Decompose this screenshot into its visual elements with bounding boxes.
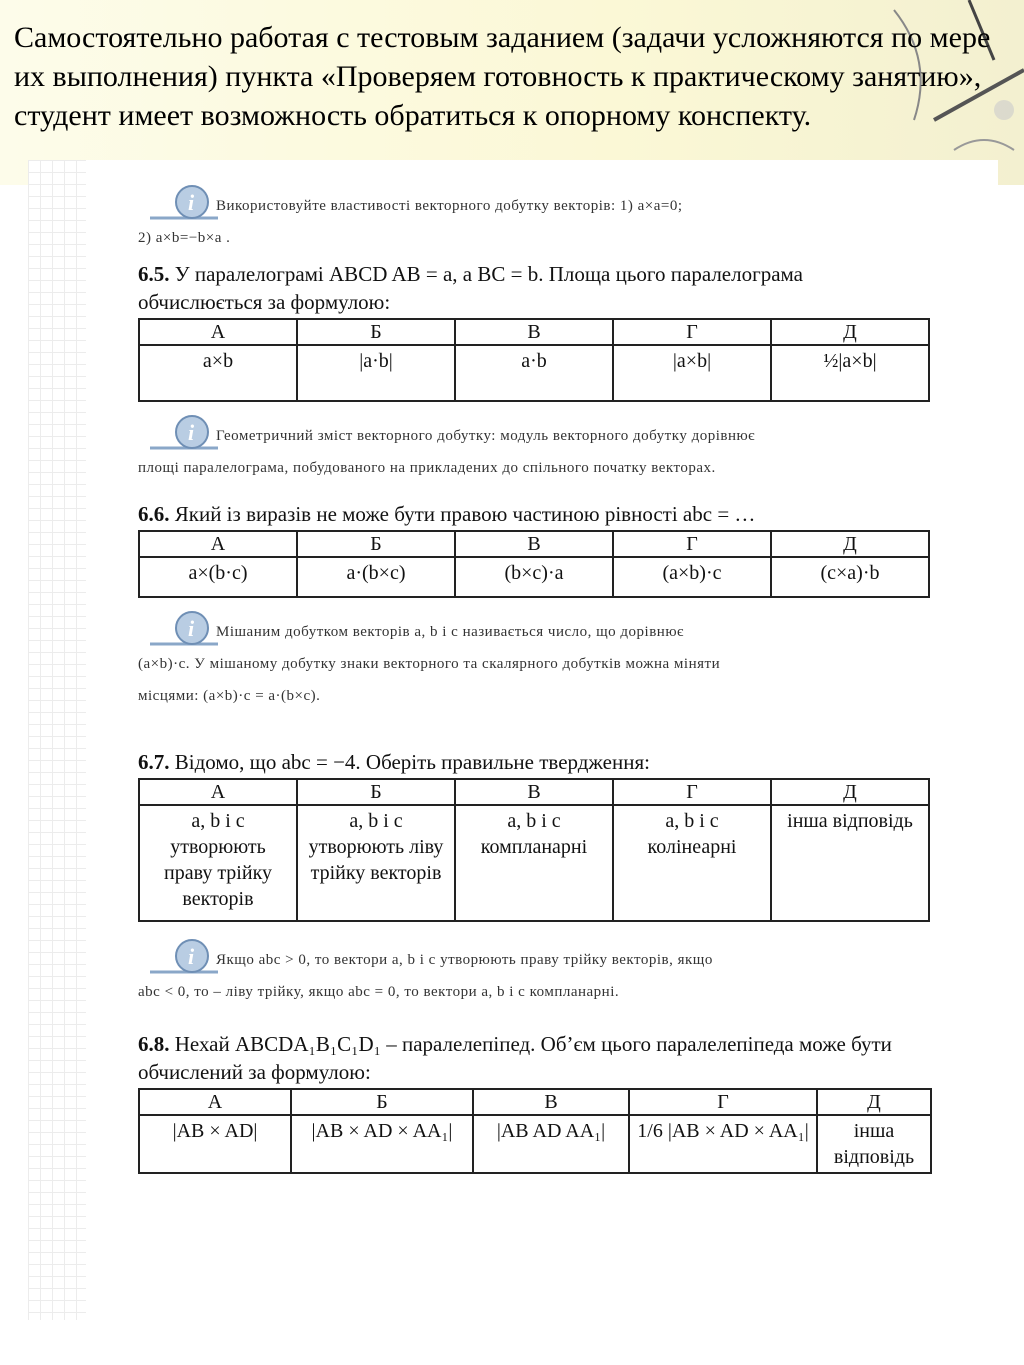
option-d[interactable]: ½|a×b|	[771, 345, 929, 401]
header-v: В	[455, 779, 613, 805]
option-b[interactable]: a·(b×c)	[297, 557, 455, 597]
option-d-text: інша відповідь	[787, 810, 913, 832]
header-g: Г	[629, 1089, 817, 1115]
header-b: Б	[291, 1089, 473, 1115]
task-6-5	[138, 260, 930, 402]
header-a: А	[139, 1089, 291, 1115]
header-v: В	[473, 1089, 629, 1115]
note-1-line-2: 2) a×b=−b×a .	[138, 230, 231, 246]
note-4-line-2: abc < 0, то – ліву трійку, якщо abc = 0, то вектори a, b і c компланарні.	[138, 984, 620, 1000]
test-content	[138, 190, 930, 1174]
info-icon	[148, 184, 220, 224]
header-d: Д	[771, 779, 929, 805]
option-b-text: утворюють ліву трійку векторів	[308, 836, 444, 884]
option-b[interactable]	[297, 805, 455, 921]
task-6-7-number: 6.7.	[138, 750, 170, 774]
header-b: Б	[297, 319, 455, 345]
answer-table-6-8	[138, 1088, 932, 1174]
header-b: Б	[297, 531, 455, 557]
task-6-7-text: Відомо, що abc = −4. Оберіть правильне твердження:	[174, 750, 650, 774]
header-g: Г	[613, 319, 771, 345]
note-3-line-1: Мішаним добутком векторів a, b і c називається число, що дорівнює	[216, 624, 684, 640]
option-v[interactable]: a·b	[455, 345, 613, 401]
task-6-7	[138, 748, 930, 922]
task-6-8-number: 6.8.	[138, 1032, 170, 1056]
header-v: В	[455, 319, 613, 345]
info-icon	[148, 938, 220, 978]
header-a: А	[139, 531, 297, 557]
option-a[interactable]	[139, 805, 297, 921]
option-g[interactable]: |a×b|	[613, 345, 771, 401]
option-g-vectors: a, b і c	[665, 810, 719, 832]
task-6-6	[138, 500, 930, 598]
info-note-2	[138, 420, 930, 484]
option-g[interactable]	[613, 805, 771, 921]
note-1-line-1: Використовуйте властивості векторного добутку векторів: 1) a×a=0;	[216, 198, 683, 214]
header-g: Г	[613, 531, 771, 557]
option-d[interactable]: інша відповідь	[817, 1115, 931, 1173]
option-b[interactable]: |AB × AD × AA₁|	[291, 1115, 473, 1173]
answer-table-6-5	[138, 318, 930, 402]
header-a: А	[139, 319, 297, 345]
note-2-line-2: площі паралелограма, побудованого на прикладених до спільного початку векторах.	[138, 460, 716, 476]
option-g[interactable]: (a×b)·c	[613, 557, 771, 597]
option-d[interactable]	[771, 805, 929, 921]
option-d[interactable]: (c×a)·b	[771, 557, 929, 597]
info-note-4	[138, 944, 930, 1008]
header-d: Д	[771, 319, 929, 345]
option-b[interactable]: |a·b|	[297, 345, 455, 401]
header-a: А	[139, 779, 297, 805]
info-note-3	[138, 616, 930, 712]
option-a[interactable]: |AB × AD|	[139, 1115, 291, 1173]
svg-text:i: i	[188, 420, 195, 445]
option-v-text: компланарні	[480, 836, 588, 858]
header-d: Д	[817, 1089, 931, 1115]
answer-table-6-7	[138, 778, 930, 922]
task-6-5-number: 6.5.	[138, 262, 170, 286]
task-6-5-text: У паралелограмі ABCD AB = a, а BC = b. Площа цього паралелограма обчислюється за формулою:	[138, 262, 804, 314]
option-a-vectors: a, b і c	[191, 810, 245, 832]
svg-text:i: i	[188, 616, 195, 641]
task-6-6-text: Який із виразів не може бути правою частиною рівності abc = …	[174, 502, 756, 526]
note-2-line-1: Геометричний зміст векторного добутку: модуль векторного добутку дорівнює	[216, 428, 756, 444]
option-v[interactable]: (b×c)·a	[455, 557, 613, 597]
header-d: Д	[771, 531, 929, 557]
option-g-text: колінеарні	[647, 836, 737, 858]
option-v[interactable]	[455, 805, 613, 921]
option-a-text: утворюють праву трійку векторів	[163, 836, 273, 910]
header-b: Б	[297, 779, 455, 805]
info-note-1	[138, 190, 930, 254]
option-v-vectors: a, b і c	[507, 810, 561, 832]
note-3-line-3: місцями: (a×b)·c = a·(b×c).	[138, 688, 321, 704]
task-6-8-text: Нехай ABCDA₁B₁C₁D₁ – паралелепіпед. Об’єм цього паралелепіпеда може бути обчислений за формулою:	[138, 1032, 892, 1084]
svg-text:i: i	[188, 944, 195, 969]
info-icon	[148, 414, 220, 454]
option-a[interactable]: a×(b·c)	[139, 557, 297, 597]
info-icon	[148, 610, 220, 650]
option-v[interactable]: |AB AD AA₁|	[473, 1115, 629, 1173]
note-4-line-1: Якщо abc > 0, то вектори a, b і c утворюють праву трійку векторів, якщо	[216, 952, 713, 968]
note-3-line-2: (a×b)·c. У мішаному добутку знаки векторного та скалярного добутків можна міняти	[138, 656, 721, 672]
task-6-8	[138, 1030, 930, 1174]
page-heading: Самостоятельно работая с тестовым заданием (задачи усложняются по мере их выполнения) пункта «Проверяем готовность к практическому занятию», студент имеет возможность обратиться к опорному конспекту.	[14, 21, 991, 132]
header-g: Г	[613, 779, 771, 805]
header-v: В	[455, 531, 613, 557]
option-g[interactable]: 1/6 |AB × AD × AA₁|	[629, 1115, 817, 1173]
option-b-vectors: a, b і c	[349, 810, 403, 832]
answer-table-6-6	[138, 530, 930, 598]
svg-text:i: i	[188, 190, 195, 215]
task-6-6-number: 6.6.	[138, 502, 170, 526]
option-a[interactable]: a×b	[139, 345, 297, 401]
